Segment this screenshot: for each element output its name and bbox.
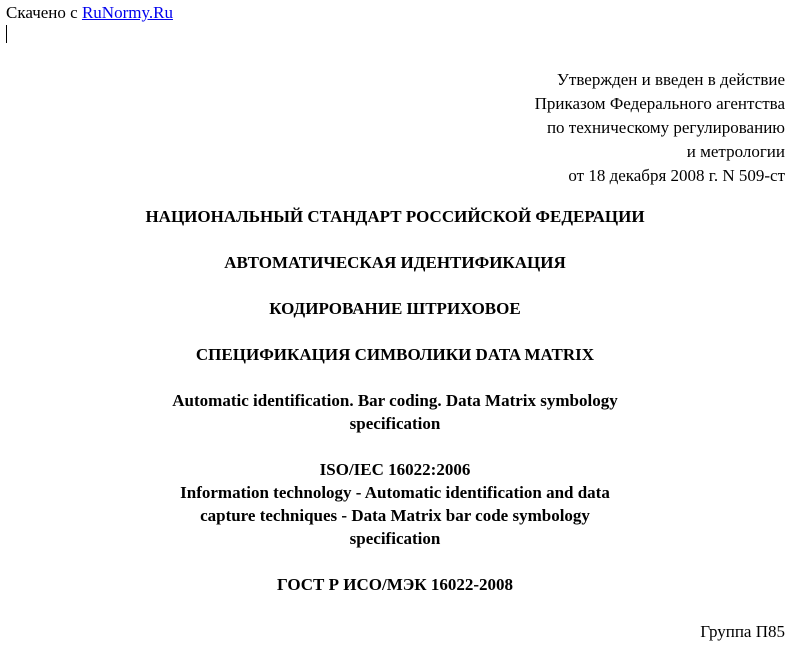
approval-line-5: от 18 декабря 2008 г. N 509-ст [568,166,785,185]
downloaded-label: Скачено с [6,3,78,22]
approval-line-3: по техническому регулированию [546,118,785,137]
english-title-line-1: Automatic identification. Bar coding. Data Matrix symbology [172,391,618,410]
spec-title: СПЕЦИФИКАЦИЯ СИМВОЛИКИ DATA MATRIX [195,345,595,364]
iso-reference: ISO/IEC 16022:2006 [319,460,471,479]
iso-title-line-2: capture techniques - Data Matrix bar code symbology [200,506,590,525]
text-cursor [6,25,7,43]
subtopic-title: КОДИРОВАНИЕ ШТРИХОВОЕ [269,299,521,318]
english-title [0,389,790,435]
approval-line-2: Приказом Федерального агентства [534,94,785,113]
topic-title: АВТОМАТИЧЕСКАЯ ИДЕНТИФИКАЦИЯ [224,253,566,272]
runormy-link[interactable]: RuNormy.Ru [81,3,173,22]
approval-block [535,68,785,188]
gost-designation: ГОСТ Р ИСО/МЭК 16022-2008 [276,575,514,594]
iso-title-line-1: Information technology - Automatic identification and data [180,483,610,502]
english-title-line-2: specification [349,414,441,433]
approval-line-1: Утвержден и введен в действие [556,70,785,89]
approval-line-4: и метрологии [686,142,785,161]
iso-title-line-3: specification [349,529,441,548]
group-label: Группа П85 [700,622,785,641]
standard-title: НАЦИОНАЛЬНЫЙ СТАНДАРТ РОССИЙСКОЙ ФЕДЕРАЦИИ [145,207,645,226]
iso-block [0,458,790,550]
source-line [6,3,173,23]
